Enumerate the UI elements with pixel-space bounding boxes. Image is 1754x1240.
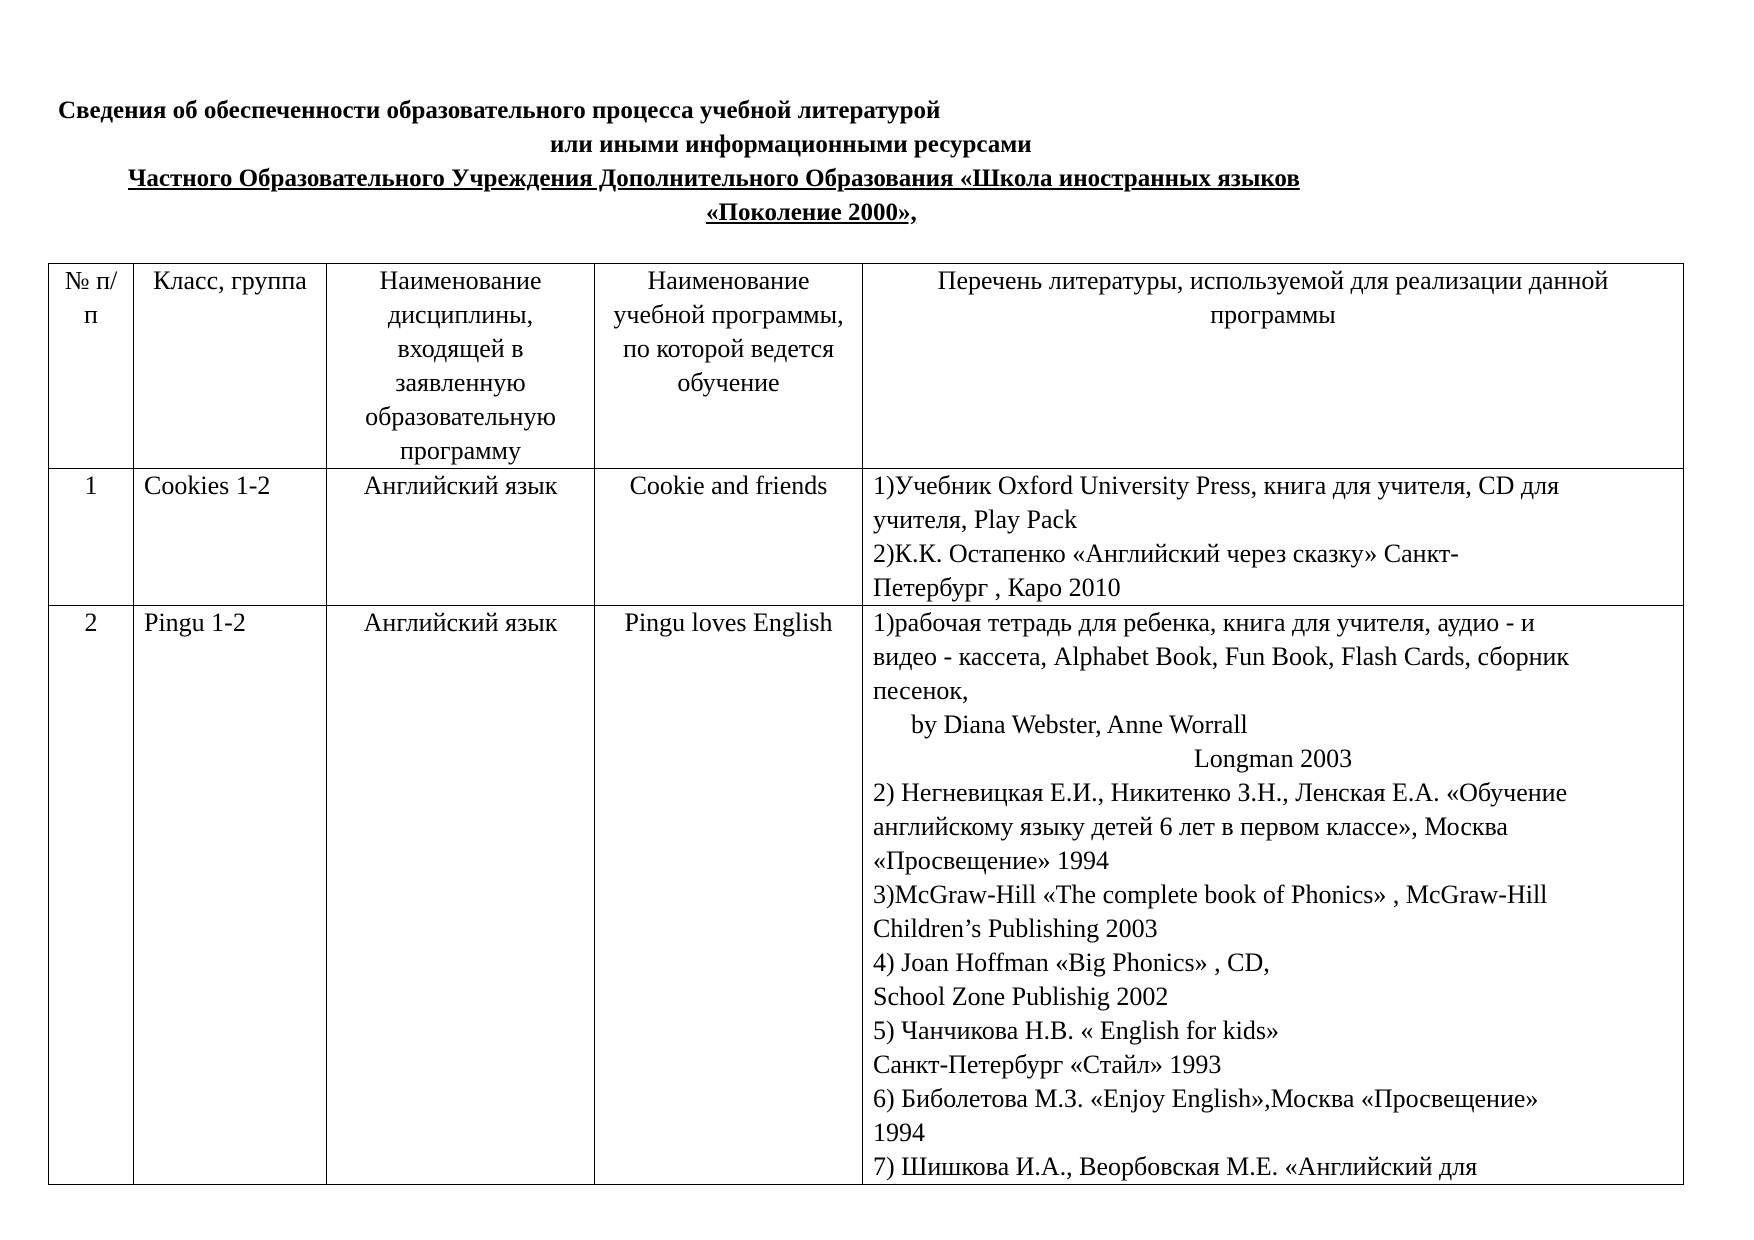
literature-line: видео - кассета, Alphabet Book, Fun Book, Flash Cards, сборник <box>873 642 1570 671</box>
literature-line: Петербург , Каро 2010 <box>873 573 1121 602</box>
literature-line: School Zone Publishig 2002 <box>873 982 1169 1011</box>
literature-line: 3)McGraw-Hill «The complete book of Phonics» , McGraw-Hill <box>873 880 1548 909</box>
literature-line: «Просвещение» 1994 <box>873 846 1110 875</box>
row-program: Pingu loves English <box>595 606 863 1185</box>
row-class: Pingu 1-2 <box>134 606 327 1185</box>
row-discipline: Английский язык <box>327 469 595 606</box>
literature-line: Children’s Publishing 2003 <box>873 914 1158 943</box>
row-program: Cookie and friends <box>595 469 863 606</box>
header-discipline: Наименование дисциплины, входящей в заявленную образовательную программу <box>327 264 595 469</box>
literature-line: 1994 <box>873 1118 925 1147</box>
literature-line: песенок, <box>873 676 969 705</box>
literature-line: 6) Биболетова М.З. «Enjoy English»,Москва «Просвещение» <box>873 1084 1539 1113</box>
literature-line: 1)рабочая тетрадь для ребенка, книга для учителя, аудио - и <box>873 608 1535 637</box>
title-line-1: Сведения об обеспеченности образовательного процесса учебной литературой <box>58 97 941 124</box>
literature-line: Санкт-Петербург «Стайл» 1993 <box>873 1050 1222 1079</box>
header-num: № п/п <box>49 264 134 469</box>
literature-line: 4) Joan Hoffman «Big Phonics» , CD, <box>873 948 1270 977</box>
row-num: 1 <box>49 469 134 606</box>
literature-line: учителя, Play Pack <box>873 505 1078 534</box>
row-literature <box>863 606 1684 1185</box>
literature-line: 5) Чанчикова Н.В. « English for kids» <box>873 1016 1280 1045</box>
title-line-4: «Поколение 2000», <box>706 199 917 226</box>
header-class: Класс, группа <box>134 264 327 469</box>
literature-line: 1)Учебник Oxford University Press, книга для учителя, CD для <box>873 471 1560 500</box>
title-line-2: или иными информационными ресурсами <box>550 131 1032 158</box>
literature-table <box>48 263 1684 1185</box>
table-row <box>49 469 1684 606</box>
table-row <box>49 606 1684 1185</box>
header-literature: Перечень литературы, используемой для реализации данной программы <box>863 264 1684 469</box>
literature-line: 2)К.К. Остапенко «Английский через сказку» Санкт- <box>873 539 1459 568</box>
literature-line: 7) Шишкова И.А., Веорбовская М.Е. «Английский для <box>873 1152 1478 1181</box>
title-line-3: Частного Образовательного Учреждения Дополнительного Образования «Школа иностранных языков <box>128 165 1300 192</box>
row-literature <box>863 469 1684 606</box>
literature-line: by Diana Webster, Anne Worrall <box>911 710 1248 739</box>
header-program: Наименование учебной программы, по которой ведется обучение <box>595 264 863 469</box>
row-num: 2 <box>49 606 134 1185</box>
literature-line: английскому языку детей 6 лет в первом классе», Москва <box>873 812 1508 841</box>
table-header-row <box>49 264 1684 469</box>
row-discipline: Английский язык <box>327 606 595 1185</box>
literature-line: Longman 2003 <box>1193 744 1353 773</box>
row-class: Cookies 1-2 <box>134 469 327 606</box>
literature-line: 2) Негневицкая Е.И., Никитенко З.Н., Ленская Е.А. «Обучение <box>873 778 1568 807</box>
